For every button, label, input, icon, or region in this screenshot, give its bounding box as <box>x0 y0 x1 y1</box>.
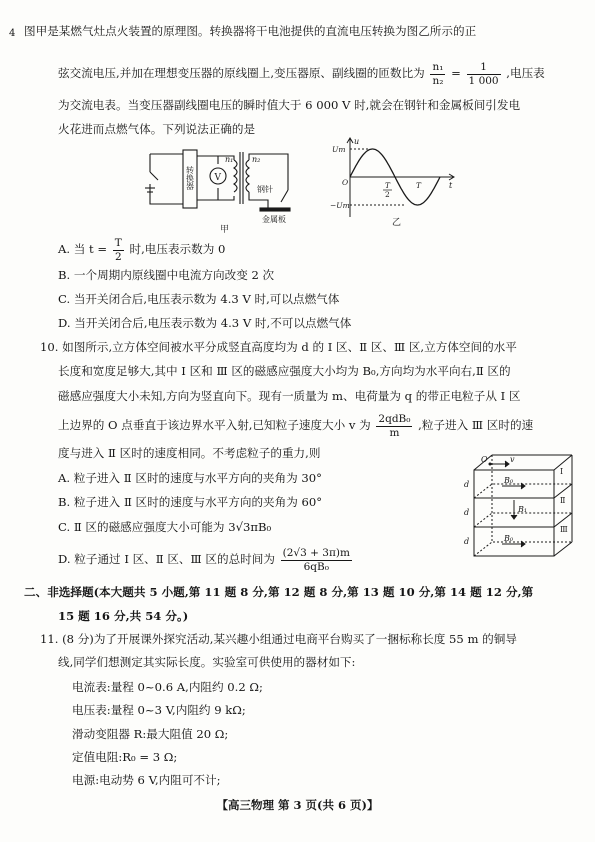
fig-converter-label: 转换器 <box>185 166 195 190</box>
equipment-fixed-resistor: 定值电阻:R₀ = 3 Ω; <box>72 750 178 764</box>
turns-ratio-left: $\frac{\text{n₁}}{\text{n₂}}$ <box>432 61 444 87</box>
tick-t-half-den: 2 <box>385 190 390 199</box>
q10-line-3: 磁感应强度大小未知,方向为竖直向下。现有一质量为 m、电荷量为 q 的带正电粒子从 Ⅰ 区 <box>58 389 521 403</box>
tick-t-half-num: T <box>385 181 391 190</box>
q9-option-d: D. 当开关闭合后,电压表示数为 4.3 V 时,不可以点燃气体 <box>58 316 352 330</box>
q9-line-2b: ,电压表 <box>506 66 545 80</box>
cube-region-2-label: Ⅱ <box>560 496 566 505</box>
q9-option-a: A. 当 t = $\frac{T}{2}$ 时,电压表示数为 0 <box>58 237 226 263</box>
cube-d-label-3: d <box>464 537 470 546</box>
fig-n1-label: n₁ <box>225 155 234 164</box>
figure-jia-circuit <box>138 142 298 234</box>
axis-um-label: Um <box>332 145 346 154</box>
q9-option-c: C. 当开关闭合后,电压表示数为 4.3 V 时,可以点燃气体 <box>58 292 340 306</box>
axis-neg-um-label: −Um <box>330 201 350 210</box>
q10-option-b: B. 粒子进入 Ⅱ 区时的速度与水平方向的夹角为 60° <box>58 495 323 509</box>
cube-b0-bottom-label: B₀ <box>504 534 514 543</box>
q10-line-2: 长度和宽度足够大,其中 Ⅰ 区和 Ⅲ 区的磁感应强度大小均为 B₀,方向均为水平向右,Ⅱ 区的 <box>58 364 511 378</box>
cube-b1-label: B₁ <box>518 505 528 514</box>
turns-ratio-right: $\frac{1}{1 000}$ <box>468 61 499 87</box>
tick-t-full: T <box>416 181 422 190</box>
cube-d-label-2: d <box>464 508 470 517</box>
fig-needle-label: 钢针 <box>257 185 273 194</box>
cube-region-3-label: Ⅲ <box>560 525 568 534</box>
turns-ratio-eq: = <box>451 66 461 80</box>
equipment-rheostat: 滑动变阻器 R:最大阻值 20 Ω; <box>72 727 229 741</box>
fig-jia-caption: 甲 <box>220 225 230 234</box>
cube-d-label-1: d <box>464 480 470 489</box>
q9-lead-mark: 4 <box>9 28 16 39</box>
fig-yi-caption: 乙 <box>392 218 402 227</box>
q9-line-1: 图甲是某燃气灶点火装置的原理图。转换器将干电池提供的直流电压转换为图乙所示的正 <box>24 24 477 38</box>
axis-t-label: t <box>449 181 453 190</box>
q10-option-c: C. Ⅱ 区的磁感应强度大小可能为 3√3πB₀ <box>58 520 272 534</box>
option-a-fraction: $\frac{T}{2}$ <box>114 237 122 263</box>
page-footer: 【高三物理 第 3 页(共 6 页)】 <box>216 798 379 812</box>
figure-cube-regions <box>460 450 578 562</box>
q9-line-2a: 弦交流电压,并加在理想变压器的原线圈上,变压器原、副线圈的匝数比为 <box>58 66 425 80</box>
q10-option-a: A. 粒子进入 Ⅱ 区时的速度与水平方向的夹角为 30° <box>58 471 322 485</box>
q11-line-2: 线,同学们想测定其实际长度。实验室可供使用的器材如下: <box>58 655 356 669</box>
fig-n2-label: n₂ <box>252 155 261 164</box>
figure-yi-waveform <box>330 135 460 227</box>
cube-origin-label: O <box>481 455 488 464</box>
q9-line-2 <box>58 62 545 86</box>
equipment-ammeter: 电流表:量程 0~0.6 A,内阻约 0.2 Ω; <box>72 680 263 694</box>
cube-region-1-label: Ⅰ <box>560 467 564 476</box>
axis-origin-label: O <box>342 178 349 187</box>
fig-voltmeter-label: V <box>214 173 221 183</box>
section-2-heading-line-1: 二、非选择题(本大题共 5 小题,第 11 题 8 分,第 12 题 8 分,第 13 题 10 分,第 14 题 12 分,第 <box>24 585 534 599</box>
section-2-heading-line-2: 15 题 16 分,共 54 分。) <box>58 609 189 623</box>
cube-b0-top-label: B₀ <box>504 476 514 485</box>
q10-line-4: 上边界的 O 点垂直于该边界水平入射,已知粒子速度大小 v 为 $\frac{\text{2qdB₀}}{m}$ ,粒子进入 Ⅲ 区时的速 <box>58 413 534 439</box>
axis-u-label: u <box>354 137 360 146</box>
fig-plate-label: 金属板 <box>262 215 286 224</box>
q10-line-5: 度与进入 Ⅱ 区时的速度相同。不考虑粒子的重力,则 <box>58 446 321 460</box>
equipment-voltmeter: 电压表:量程 0~3 V,内阻约 9 kΩ; <box>72 703 246 717</box>
cube-v-label: v <box>510 455 515 464</box>
q9-line-4: 火花进而点燃气体。下列说法正确的是 <box>58 122 256 136</box>
q9-line-3: 为交流电表。当变压器副线圈电压的瞬时值大于 6 000 V 时,就会在钢针和金属板间引发电 <box>58 98 521 112</box>
q11-line-1: 11. (8 分)为了开展课外探究活动,某兴趣小组通过电商平台购买了一捆标称长度 55 m 的铜导 <box>40 632 517 646</box>
q10-option-d: D. 粒子通过 Ⅰ 区、Ⅱ 区、Ⅲ 区的总时间为 $\frac{(2√3 + 3\pi)m}{\text{6qB₀}}$ <box>58 547 350 573</box>
q10-line-1: 10. 如图所示,立方体空间被水平分成竖直高度均为 d 的 Ⅰ 区、Ⅱ 区、Ⅲ 区,立方体空间的水平 <box>40 340 517 354</box>
q9-option-b: B. 一个周期内原线圈中电流方向改变 2 次 <box>58 268 275 282</box>
equipment-power-source: 电源:电动势 6 V,内阻可不计; <box>72 773 221 787</box>
speed-fraction: $\frac{\text{2qdB₀}}{m}$ <box>378 413 411 439</box>
total-time-fraction: $\frac{(2√3 + 3\pi)m}{\text{6qB₀}}$ <box>282 547 350 573</box>
